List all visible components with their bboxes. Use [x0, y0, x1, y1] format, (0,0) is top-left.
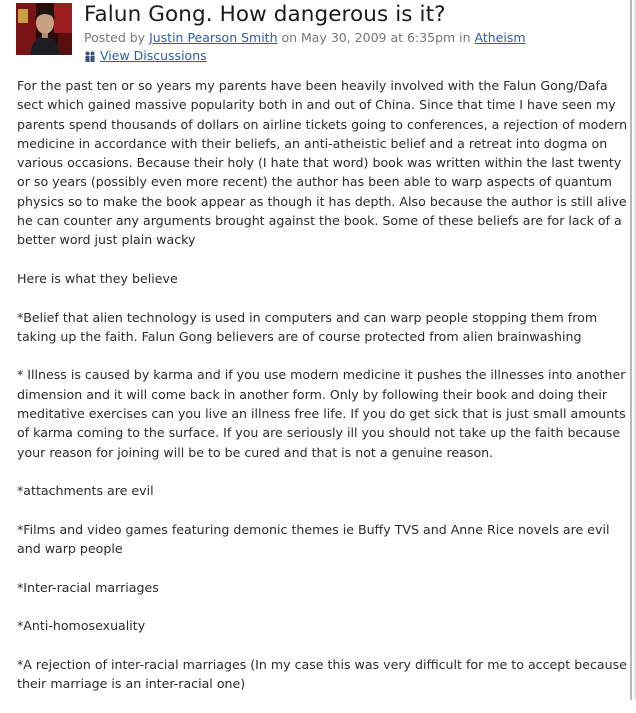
- body-paragraph: *Films and video games featuring demonic themes ie Buffy TVS and Anne Rice novels are evil and warp people: [17, 521, 610, 557]
- author-link[interactable]: Justin Pearson Smith: [149, 30, 278, 45]
- body-paragraph: *Inter-racial marriages: [17, 579, 159, 595]
- body-paragraph: For the past ten or so years my parents have been heavily involved with the Falun Gong/Dafa sect which gained massive popularity both in and out of China. Since that time I have seen my parents spend thousands of dollars on airline tickets going to conferences, a rejection of modern medicine in accordance with their beliefs, an anti-atheistic belief and a retreat into dogma on various occasions. Because their holy (I hate that word) book was written within the last twenty or so years (possibly even more recent) the author has been able to warp aspects of quantum physics so to make the book appear as though it has depth. Also because the author is still alive he can counter any arguments brought against the book. Some of these beliefs are for lack of a better word just plain wacky: [17, 78, 628, 248]
- post-date: on May 30, 2009 at 6:35pm in: [277, 30, 475, 45]
- author-avatar[interactable]: [16, 3, 72, 55]
- body-paragraph: Here is what they believe: [17, 270, 178, 286]
- view-discussions-link[interactable]: View Discussions: [100, 48, 207, 63]
- posted-by-label: Posted by: [84, 30, 150, 45]
- body-paragraph: *attachments are evil: [17, 483, 154, 499]
- body-paragraph: *A rejection of inter-racial marriages (In my case this was very difficult for me to accept because their marriage is an inter-racial one): [17, 656, 627, 692]
- view-discussions-row: [84, 48, 207, 65]
- body-paragraph: *Belief that alien technology is used in computers and can warp people stopping them from taking up the faith. Falun Gong believers are of course protected from alien brainwashing: [17, 309, 598, 344]
- avatar-photo-icon: [16, 3, 72, 55]
- body-paragraph: *Anti-homosexuality: [17, 618, 146, 634]
- category-link[interactable]: Atheism: [474, 30, 526, 45]
- people-icon: [84, 50, 96, 65]
- post-title: Falun Gong. How dangerous is it?: [84, 2, 446, 27]
- post-body: [17, 76, 631, 713]
- post-meta: [84, 30, 526, 45]
- body-paragraph: * Illness is caused by karma and if you use modern medicine it pushes the illnesses into another dimension and it will come back in another form. Only by following their book and doing their meditative exercises can you live an illness free life. If you do get sick that is just small amounts of karma coming to the surface. If you are seriously ill you should not take up the faith because your reason for joining will be to be cured and that is not a genuine reason.: [17, 367, 626, 460]
